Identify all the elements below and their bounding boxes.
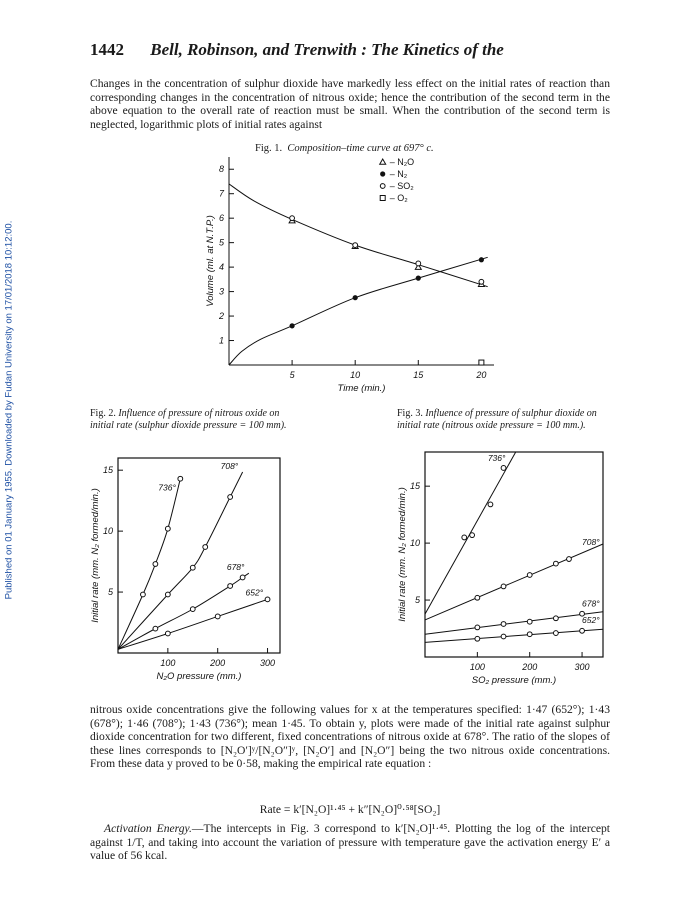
fig1-x-tick-label: 15 (413, 370, 424, 380)
fig2-series-label: 652° (245, 587, 264, 598)
fig2-y-axis-label: Initial rate (mm. N₂ formed/min.) (90, 488, 101, 623)
fig3-caption-number: Fig. 3. (397, 408, 423, 419)
fig3-point (501, 634, 506, 639)
rate-equation: Rate = k′[N₂O]¹·⁴⁵ + k″[N₂O]⁰·⁵⁸[SO₂] (259, 803, 441, 816)
fig3-point (567, 557, 572, 562)
fig2-point (165, 631, 170, 636)
fig3-point (475, 636, 480, 641)
fig3-point (553, 631, 558, 636)
activation-energy-heading: Activation Energy. (104, 822, 192, 835)
fig3-y-tick-label: 15 (409, 481, 420, 492)
fig2-chart (90, 458, 280, 682)
fig3-point (527, 573, 532, 578)
fig1-chart (205, 157, 494, 394)
fig1-point-circle (479, 279, 484, 284)
fig3-series-label: 708° (582, 536, 600, 547)
fig2-x-tick-label: 200 (210, 658, 226, 668)
fig1-point-circle (416, 261, 421, 266)
fig1-y-axis-label: Volume (ml. at N.T.P.) (205, 215, 216, 307)
fig3-point (527, 632, 532, 637)
fig1-curve-product (229, 257, 488, 365)
fig1-legend-label: – O₂ (389, 193, 408, 203)
fig3-x-tick-label: 100 (469, 662, 485, 672)
fig3-x-tick-label: 200 (522, 662, 538, 672)
fig3-series-label: 652° (582, 614, 600, 625)
fig2-point (265, 597, 270, 602)
fig1-legend-marker-triangle (380, 159, 386, 164)
fig3-point (553, 616, 558, 621)
fig2-point (153, 626, 158, 631)
fig1-legend-label: – N₂ (389, 169, 408, 179)
fig1-legend-marker-dot (380, 171, 385, 176)
fig1-y-tick-label: 5 (218, 237, 224, 248)
fig2-series-label: 736° (158, 482, 176, 493)
fig3-point (501, 622, 506, 627)
fig2-caption-number: Fig. 2. (90, 408, 116, 419)
fig2-point (215, 614, 220, 619)
fig1-point-dot (479, 257, 484, 262)
fig3-point (553, 561, 558, 566)
fig2-x-tick-label: 300 (260, 658, 276, 668)
fig3-chart (397, 452, 603, 686)
activation-energy-text: —The intercepts in Fig. 3 correspond to k′[N₂O]¹·⁴⁵. Plotting the log of the intercept against 1/T, and taking into account the variation of pressure with temperature gave the activation energy E′ a value of 56 kcal. (90, 822, 611, 863)
paragraph-intro: Changes in the concentration of sulphur dioxide have markedly less effect on the initial rates of reaction than corresponding changes in the concentration of nitrous oxide; hence the contribution of the second term in the above equation to the overall rate of reaction must be small. When the contribution of the second term is neglected, logarithmic plots of initial rates against (90, 77, 610, 131)
fig3-point (501, 466, 506, 471)
fig1-y-tick-label: 3 (218, 286, 224, 297)
fig3-x-tick-label: 300 (574, 662, 590, 672)
running-title: Bell, Robinson, and Trenwith : The Kinetics of the (150, 40, 504, 59)
fig1-caption-text: Composition–time curve at 697° c. (287, 143, 434, 154)
fig3-point (475, 595, 480, 600)
fig3-point (470, 533, 475, 538)
fig3-y-axis-label: Initial rate (mm. N₂ formed/min.) (397, 487, 408, 622)
fig3-y-tick-label: 10 (409, 538, 420, 549)
fig1-legend-marker-circle (380, 184, 385, 189)
fig3-caption-text: Influence of pressure of sulphur dioxide on initial rate (nitrous oxide pressure = 100 mm.). (397, 408, 597, 431)
fig1-point-circle (290, 216, 295, 221)
fig3-point (462, 535, 467, 540)
fig2-y-tick-label: 15 (102, 465, 113, 476)
fig3-line-708° (425, 544, 603, 620)
fig2-series-label: 678° (226, 562, 245, 573)
fig1-y-tick-label: 6 (218, 213, 224, 224)
fig2-point (153, 562, 158, 567)
page-number: 1442 (90, 40, 124, 59)
fig3-frame (425, 452, 603, 657)
fig1-legend-marker-square (380, 196, 385, 201)
fig1-y-tick-label: 2 (218, 311, 224, 322)
fig1-x-tick-label: 20 (476, 370, 487, 380)
fig1-legend-label: – N₂O (389, 157, 415, 167)
fig1-point-circle (353, 243, 358, 248)
fig3-point (527, 619, 532, 624)
fig1-x-tick-label: 5 (289, 370, 295, 380)
fig1-x-tick-label: 10 (350, 370, 361, 380)
fig2-point (228, 495, 233, 500)
fig2-y-tick-label: 10 (102, 526, 113, 537)
fig3-series-label: 736° (487, 453, 506, 464)
fig2-point (190, 565, 195, 570)
fig3-point (580, 628, 585, 633)
fig2-frame (118, 458, 280, 653)
fig1-y-tick-label: 4 (218, 262, 224, 273)
fig1-caption-number: Fig. 1. (255, 143, 283, 154)
download-watermark: Published on 01 January 1955. Downloaded by Fudan University on 17/01/2018 10:12:00. (3, 220, 15, 600)
fig1-y-tick-label: 1 (218, 335, 224, 346)
fig3-series-label: 678° (582, 598, 600, 609)
fig2-point (240, 575, 245, 580)
paragraph-activation-energy (90, 822, 610, 863)
fig1-curve-reactant (229, 184, 488, 287)
fig2-point (165, 592, 170, 597)
fig3-x-axis-label: SO₂ pressure (mm.) (471, 675, 557, 686)
fig2-point (178, 476, 183, 481)
fig1-y-tick-label: 8 (218, 164, 224, 175)
fig2-line-736° (118, 479, 180, 650)
fig3-point (501, 584, 506, 589)
fig2-point (141, 592, 146, 597)
fig1-x-axis-label: Time (min.) (337, 383, 386, 394)
fig2-caption-text: Influence of pressure of nitrous oxide on initial rate (sulphur dioxide pressure = 100 mm). (90, 408, 287, 431)
fig1-point-square (479, 360, 484, 365)
fig1-legend-label: – SO₂ (389, 181, 414, 191)
fig2-x-axis-label: N₂O pressure (mm.) (156, 671, 242, 682)
fig2-point (190, 607, 195, 612)
fig2-x-tick-label: 100 (160, 658, 176, 668)
fig2-y-tick-label: 5 (107, 587, 113, 598)
fig2-point (203, 545, 208, 550)
fig2-line-708° (118, 472, 243, 649)
fig3-point (488, 502, 493, 507)
fig2-point (228, 584, 233, 589)
fig1-y-tick-label: 7 (218, 188, 224, 199)
fig2-point (165, 526, 170, 531)
paragraph-results: nitrous oxide concentrations give the following values for x at the temperatures specified: 1·47 (652°); 1·43 (678°); 1·46 (708°); 1·43 (736°); mean 1·45. To obtain y, plots were made of the initial rate against sulphur dioxide concentration for two different, fixed concentrations of nitrous oxide at 678°. The ratio of the slopes of these lines corresponds to [N₂O′]ʸ/[N₂O″]ʸ, [N₂O′] and [N₂O″] being the two nitrous oxide concentrations. From these data y proved to be 0·58, making the empirical rate equation : (90, 703, 610, 771)
fig1-point-dot (353, 295, 358, 300)
fig2-series-label: 708° (220, 461, 239, 472)
fig1-point-dot (289, 323, 294, 328)
fig1-point-dot (416, 276, 421, 281)
fig3-point (475, 625, 480, 630)
fig3-y-tick-label: 5 (414, 595, 420, 606)
